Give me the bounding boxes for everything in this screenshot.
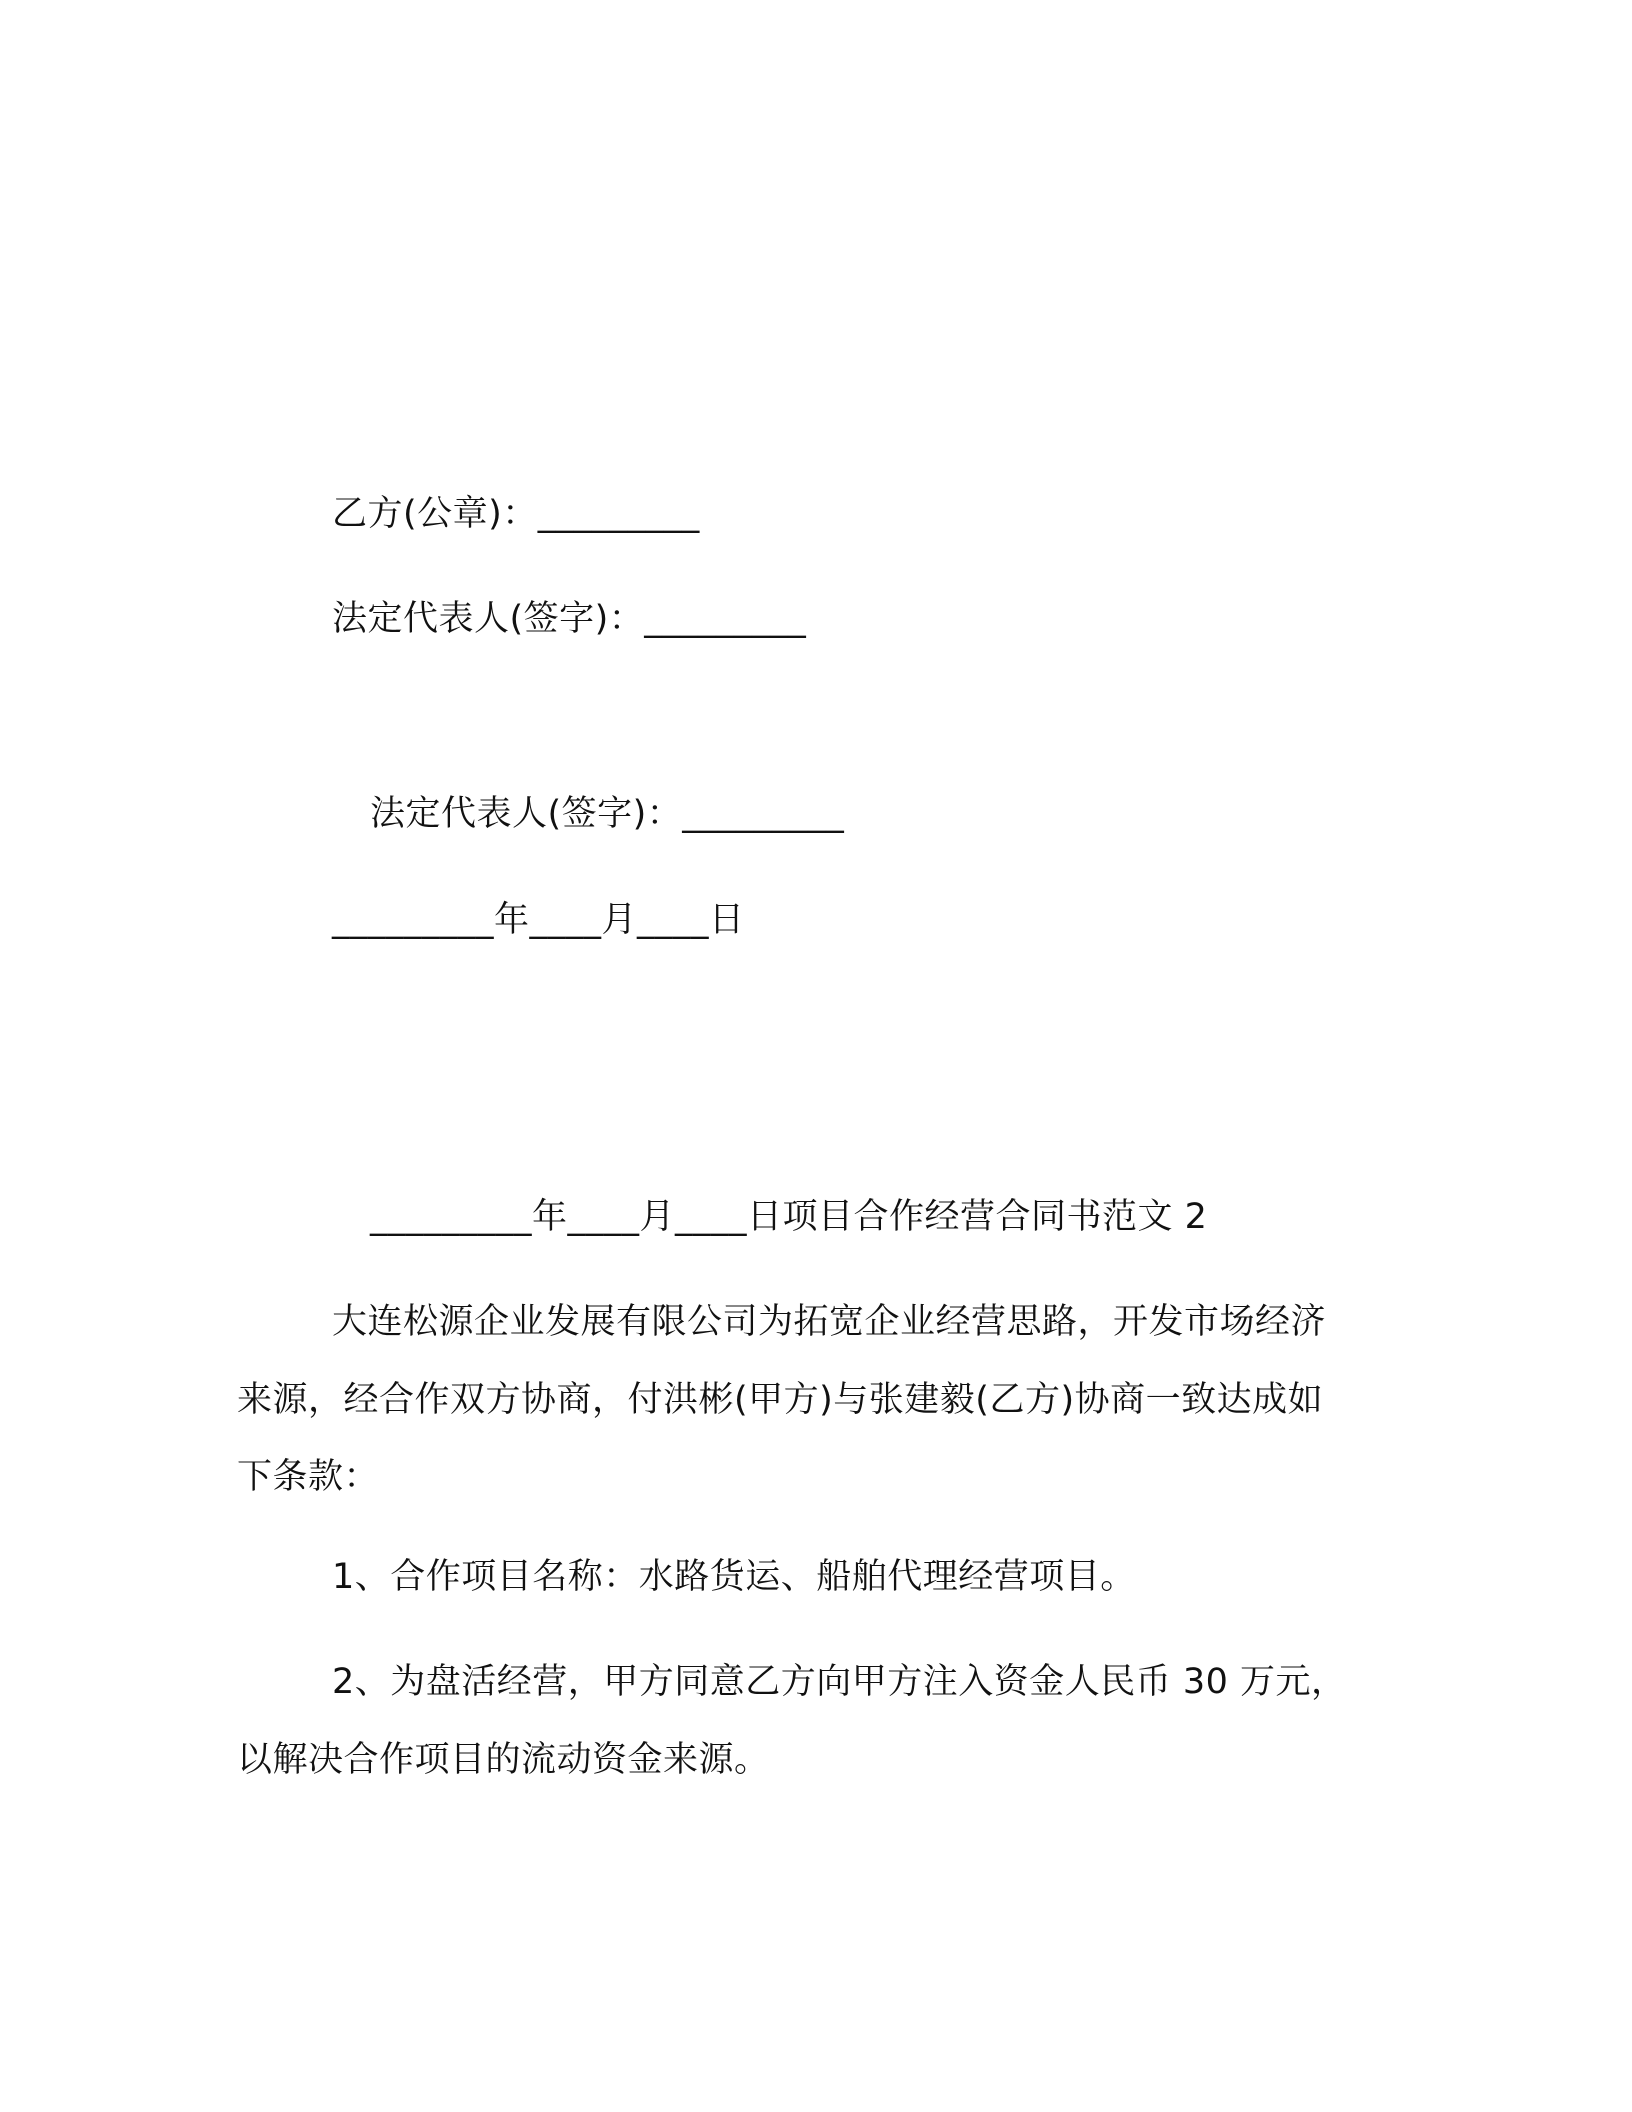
contract-title: _________年____月____日项目合作经营合同书范文 2	[370, 1197, 1208, 1237]
clause-2-line-1: 2、为盘活经营，甲方同意乙方向甲方注入资金人民币 30 万元，	[332, 1662, 1347, 1702]
clause-1: 1、合作项目名称：水路货运、船舶代理经营项目。	[332, 1557, 1136, 1597]
intro-paragraph-line-1: 大连松源企业发展有限公司为拓宽企业经营思路，开发市场经济	[332, 1302, 1327, 1342]
date-line: _________年____月____日	[332, 900, 745, 940]
intro-paragraph-line-2: 来源，经合作双方协商，付洪彬(甲方)与张建毅(乙方)协商一致达成如	[237, 1380, 1324, 1420]
clause-2-line-2: 以解决合作项目的流动资金来源。	[237, 1740, 770, 1780]
legal-representative-signature-line-2: 法定代表人(签字)：_________	[370, 794, 845, 834]
party-b-seal-line: 乙方(公章)：_________	[332, 494, 700, 534]
intro-paragraph-line-3: 下条款：	[237, 1457, 380, 1497]
legal-representative-signature-line: 法定代表人(签字)：_________	[332, 599, 807, 639]
